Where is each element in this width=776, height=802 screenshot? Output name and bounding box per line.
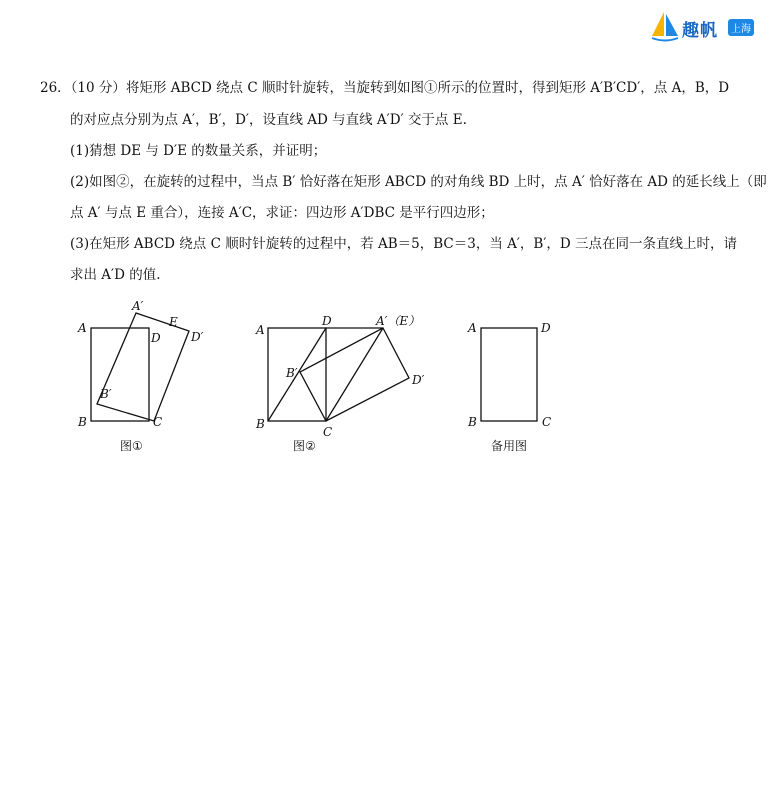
figure-1-rect-rotated <box>97 313 189 421</box>
figure-3-diagram <box>481 328 537 421</box>
fig2-caption: 图② <box>293 439 316 453</box>
fig1-label-b: B <box>78 415 87 429</box>
fig3-label-b: B <box>468 415 477 429</box>
figure-3-rect-abcd <box>481 328 537 421</box>
fig1-label-b-prime: B′ <box>100 387 112 401</box>
logo-badge: 上海 <box>728 19 754 36</box>
question-stem-line-2: 的对应点分别为点 A′，B′，D′，设直线 AD 与直线 A′D′ 交于点 E. <box>70 112 467 128</box>
question-part-2-line-2: 点 A′ 与点 E 重合），连接 A′C，求证：四边形 A′DBC 是平行四边形； <box>70 205 494 221</box>
fig2-label-d-prime: D′ <box>412 373 425 387</box>
fig1-label-c: C <box>153 415 163 429</box>
question-part-1: (1)猜想 DE 与 D′E 的数量关系，并证明； <box>70 143 327 159</box>
fig3-label-a: A <box>468 321 477 335</box>
fig2-label-d: D <box>322 314 332 328</box>
question-stem-line-1: 26．（10 分）将矩形 ABCD 绕点 C 顺时针旋转，当旋转到如图①所示的位置时，得到矩形 A′B′CD′，点 A，B，D <box>40 80 730 96</box>
fig1-label-d-prime: D′ <box>191 330 204 344</box>
fig2-label-b: B <box>256 417 265 431</box>
figure-1-rect-abcd <box>91 328 149 421</box>
fig2-label-b-prime: B′ <box>286 366 298 380</box>
question-part-3-line-2: 求出 A′D 的值. <box>70 267 161 283</box>
fig3-caption: 备用图 <box>491 439 528 453</box>
question-part-2-line-1: (2)如图②，在旋转的过程中，当点 B′ 恰好落在矩形 ABCD 的对角线 BD 上时，点 A′ 恰好落在 AD 的延长线上（即 <box>70 174 767 190</box>
fig1-label-a-prime: A′ <box>132 299 144 313</box>
fig3-label-c: C <box>542 415 552 429</box>
fig2-label-c: C <box>323 425 333 439</box>
logo-text: 趣帆 <box>682 21 718 41</box>
fig1-label-a: A <box>78 321 87 335</box>
question-part-3-line-1: (3)在矩形 ABCD 绕点 C 顺时针旋转的过程中，若 AB＝5，BC＝3，当 A′，B′，D 三点在同一条直线上时，请 <box>70 236 738 252</box>
fig1-caption: 图① <box>120 439 143 453</box>
fig2-label-a-prime-e: A′（E） <box>376 314 421 328</box>
fig2-label-a: A <box>256 323 265 337</box>
fig1-label-d: D <box>151 331 161 345</box>
figure-2-segment-a1c <box>326 328 383 421</box>
figure-1-diagram <box>91 313 189 421</box>
fig1-label-e: E <box>169 315 178 329</box>
fig3-label-d: D <box>541 321 551 335</box>
